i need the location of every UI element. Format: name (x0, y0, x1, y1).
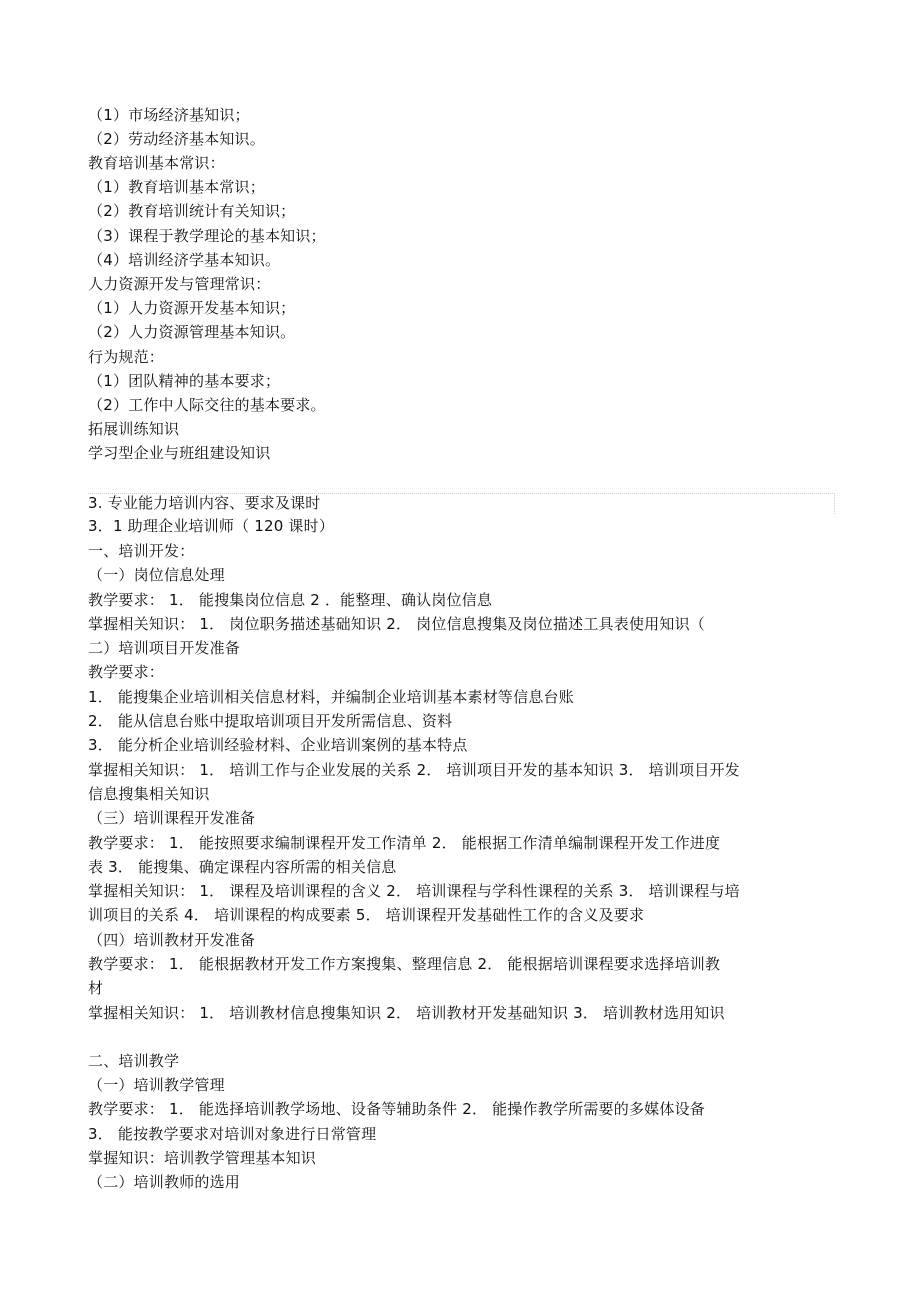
text-line: 材 (88, 979, 104, 997)
section-title: 3. 专业能力培训内容、要求及课时 (88, 494, 321, 512)
text-line: 训项目的关系 4． 培训课程的构成要素 5． 培训课程开发基础性工作的含义及要求 (88, 906, 645, 924)
text-line: （1）市场经济基知识； (88, 106, 250, 124)
text-line: （3）课程于教学理论的基本知识； (88, 227, 326, 245)
text-line: （2）教育培训统计有关知识； (88, 202, 296, 220)
subheading-line: （四）培训教材开发准备 (88, 931, 256, 949)
subheading-line: （一）培训教学管理 (88, 1076, 225, 1094)
text-line: 教学要求： (88, 663, 165, 681)
subsection-title: 3．1 助理企业培训师（ 120 课时） (88, 517, 335, 535)
text-line: 信息搜集相关知识 (88, 785, 210, 803)
subheading-line: （一）岗位信息处理 (88, 566, 225, 584)
text-line: 教学要求： 1． 能搜集岗位信息 2 ．能整理、确认岗位信息 (88, 591, 493, 609)
text-line: 2． 能从信息台账中提取培训项目开发所需信息、资料 (88, 712, 453, 730)
text-line: 1． 能搜集企业培训相关信息材料，并编制企业培训基本素材等信息台账 (88, 688, 574, 706)
subheading-line: （三）培训课程开发准备 (88, 809, 256, 827)
text-line: 教学要求： 1． 能选择培训教学场地、设备等辅助条件 2． 能操作教学所需要的多媒体设备 (88, 1100, 705, 1118)
text-line: 教学要求： 1． 能按照要求编制课程开发工作清单 2． 能根据工作清单编制课程开发工作进度 (88, 834, 721, 852)
text-line: 掌握相关知识： 1． 岗位职务描述基础知识 2． 岗位信息搜集及岗位描述工具表使用知识（ (88, 615, 705, 633)
text-line: 掌握相关知识： 1． 课程及培训课程的含义 2． 培训课程与学科性课程的关系 3． 培训课程与培 (88, 882, 740, 900)
text-line: 表 3． 能搜集、确定课程内容所需的相关信息 (88, 858, 397, 876)
text-line: （1）教育培训基本常识； (88, 178, 265, 196)
text-line: 掌握相关知识： 1． 培训工作与企业发展的关系 2． 培训项目开发的基本知识 3． 培训项目开发 (88, 761, 740, 779)
text-line: （1）团队精神的基本要求； (88, 372, 281, 390)
subheading-line: 二）培训项目开发准备 (88, 639, 241, 657)
text-line: 掌握知识：培训教学管理基本知识 (88, 1149, 317, 1167)
subheading-line: （二）培训教师的选用 (88, 1173, 241, 1191)
text-line: （2）劳动经济基本知识。 (88, 130, 265, 148)
heading-line: 行为规范： (88, 348, 165, 366)
heading-line: 二、培训教学 (88, 1052, 180, 1070)
text-line: （2）人力资源管理基本知识。 (88, 323, 296, 341)
text-line: （4）培训经济学基本知识。 (88, 251, 281, 269)
text-line: （1）人力资源开发基本知识； (88, 299, 296, 317)
text-line: 3． 能按教学要求对培训对象进行日常管理 (88, 1125, 377, 1143)
heading-line: 人力资源开发与管理常识： (88, 275, 271, 293)
heading-line: 拓展训练知识 (88, 420, 180, 438)
text-line: 教学要求： 1． 能根据教材开发工作方案搜集、整理信息 2． 能根据培训课程要求选择培训教 (88, 955, 721, 973)
heading-line: 一、培训开发： (88, 542, 195, 560)
text-line: 3． 能分析企业培训经验材料、企业培训案例的基本特点 (88, 736, 468, 754)
heading-line: 学习型企业与班组建设知识 (88, 444, 271, 462)
heading-line: 教育培训基本常识： (88, 154, 225, 172)
text-line: （2）工作中人际交往的基本要求。 (88, 396, 326, 414)
text-line: 掌握相关知识： 1． 培训教材信息搜集知识 2． 培训教材开发基础知识 3． 培训教材选用知识 (88, 1004, 725, 1022)
